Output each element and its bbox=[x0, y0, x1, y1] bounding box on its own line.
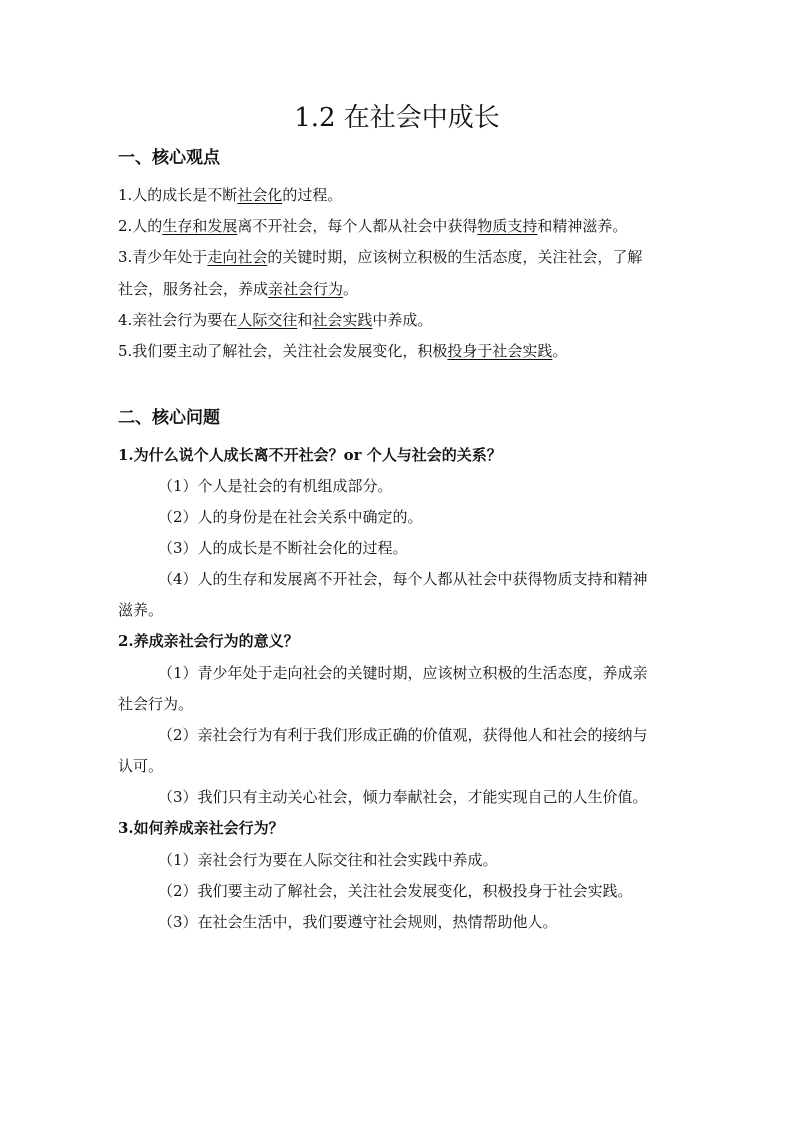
text: 。 bbox=[552, 342, 568, 360]
text: 1.人的成长是不断 bbox=[118, 186, 238, 204]
text: 的过程。 bbox=[282, 186, 343, 204]
question-2-answer-1-line-1: （1）青少年处于走向社会的关键时期，应该树立积极的生活态度，养成亲 bbox=[158, 664, 648, 682]
question-1-answer-1: （1）个人是社会的有机组成部分。 bbox=[158, 477, 393, 495]
section-heading-core-views: 一、核心观点 bbox=[118, 148, 220, 168]
question-2-answer-3: （3）我们只有主动关心社会，倾力奉献社会，才能实现自己的人生价值。 bbox=[158, 788, 648, 806]
core-view-4 bbox=[118, 309, 678, 331]
question-1-answer-4-line-1: （4）人的生存和发展离不开社会，每个人都从社会中获得物质支持和精神 bbox=[158, 570, 648, 588]
text: 和精神滋养。 bbox=[537, 217, 628, 235]
core-view-5 bbox=[118, 340, 678, 362]
question-1-answer-4-line-2: 滋养。 bbox=[118, 601, 164, 619]
core-view-3-line-2 bbox=[118, 278, 678, 300]
question-3-answer-1: （1）亲社会行为要在人际交往和社会实践中养成。 bbox=[158, 851, 498, 869]
underlined-term: 物质支持 bbox=[477, 217, 538, 235]
section-heading-core-questions: 二、核心问题 bbox=[118, 408, 220, 428]
underlined-term: 亲社会行为 bbox=[268, 280, 344, 298]
question-3-answer-2: （2）我们要主动了解社会，关注社会发展变化，积极投身于社会实践。 bbox=[158, 882, 633, 900]
text: 3.青少年处于 bbox=[118, 248, 208, 266]
question-2-answer-2-line-2: 认可。 bbox=[118, 757, 164, 775]
question-3-answer-3: （3）在社会生活中，我们要遵守社会规则，热情帮助他人。 bbox=[158, 913, 558, 931]
question-1-answer-2: （2）人的身份是在社会关系中确定的。 bbox=[158, 508, 423, 526]
question-2-answer-1-line-2: 社会行为。 bbox=[118, 695, 194, 713]
core-view-1 bbox=[118, 184, 678, 206]
text: 社会，服务社会，养成 bbox=[118, 280, 269, 298]
text: 和 bbox=[297, 311, 313, 329]
underlined-term: 社会化 bbox=[237, 186, 283, 204]
text: 。 bbox=[343, 280, 359, 298]
core-view-2 bbox=[118, 215, 678, 237]
underlined-term: 人际交往 bbox=[237, 311, 298, 329]
underlined-term: 走向社会 bbox=[207, 248, 268, 266]
question-1-answer-3: （3）人的成长是不断社会化的过程。 bbox=[158, 539, 408, 557]
question-2-title: 2.养成亲社会行为的意义？ bbox=[118, 632, 299, 650]
question-2-answer-2-line-1: （2）亲社会行为有利于我们形成正确的价值观，获得他人和社会的接纳与 bbox=[158, 726, 648, 744]
question-1-title: 1.为什么说个人成长离不开社会？or 个人与社会的关系？ bbox=[118, 446, 502, 464]
underlined-term: 投身于社会实践 bbox=[447, 342, 553, 360]
page-title: 1.2 在社会中成长 bbox=[294, 103, 500, 133]
text: 5.我们要主动了解社会，关注社会发展变化，积极 bbox=[118, 342, 448, 360]
text: 中养成。 bbox=[372, 311, 433, 329]
underlined-term: 生存和发展 bbox=[162, 217, 238, 235]
text: 离不开社会，每个人都从社会中获得 bbox=[237, 217, 478, 235]
text: 的关键时期，应该树立积极的生活态度，关注社会，了解 bbox=[267, 248, 643, 266]
core-view-3-line-1 bbox=[118, 246, 678, 268]
text: 4.亲社会行为要在 bbox=[118, 311, 238, 329]
underlined-term: 社会实践 bbox=[312, 311, 373, 329]
text: 2.人的 bbox=[118, 217, 163, 235]
question-3-title: 3.如何养成亲社会行为？ bbox=[118, 819, 284, 837]
